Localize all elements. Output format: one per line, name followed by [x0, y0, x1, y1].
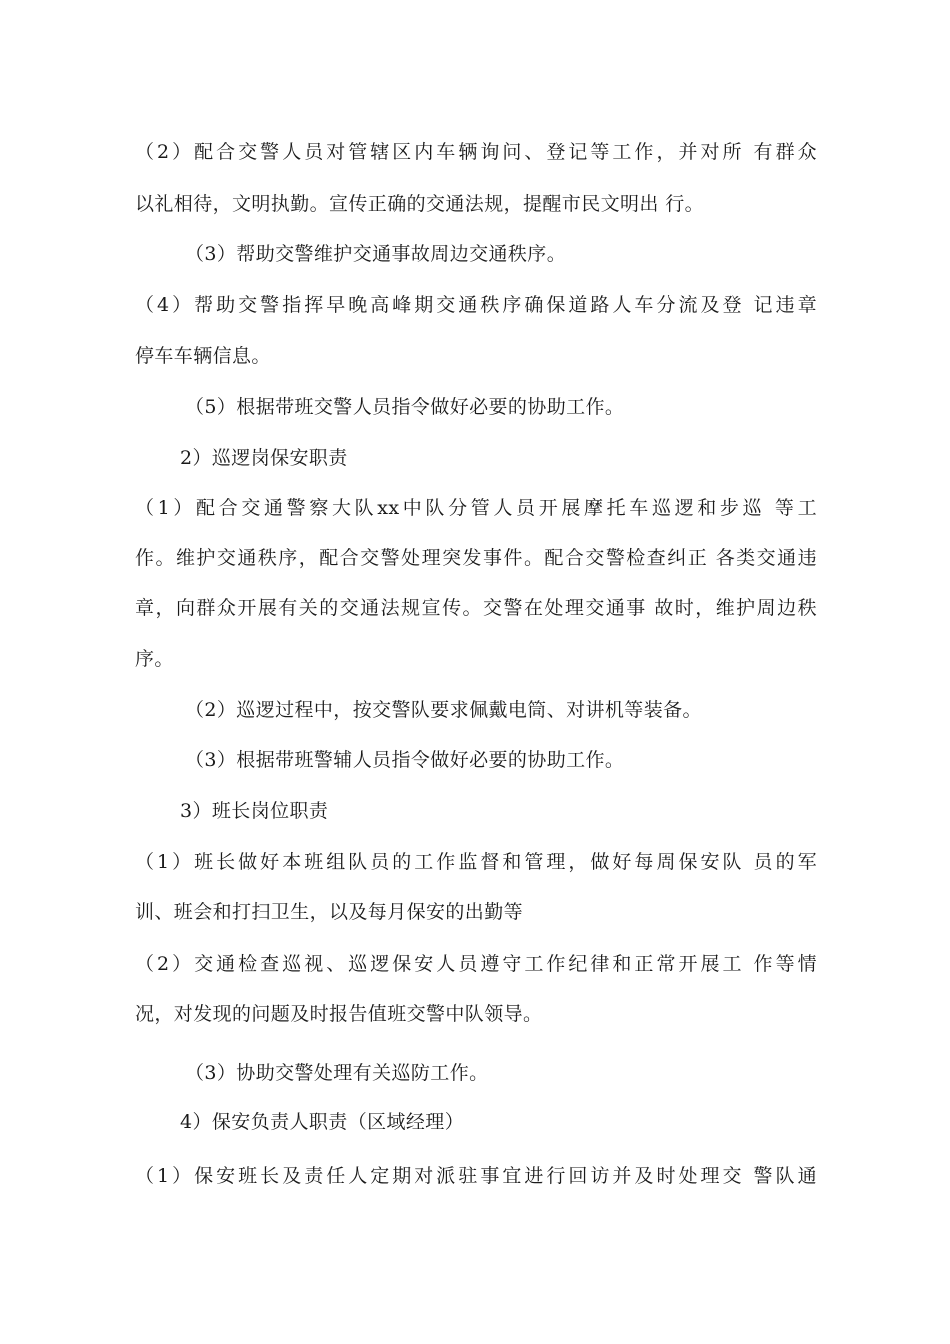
paragraph-line: 序。: [135, 648, 174, 670]
paragraph-line: （3）根据带班警辅人员指令做好必要的协助工作。: [185, 749, 625, 771]
paragraph-line: 以礼相待，文明执勤。宣传正确的交通法规，提醒市民文明出 行。: [135, 193, 705, 215]
paragraph-line: （4）帮助交警指挥早晚高峰期交通秩序确保道路人车分流及登 记违章: [135, 294, 817, 316]
paragraph-line: 章，向群众开展有关的交通法规宣传。交警在处理交通事 故时，维护周边秩: [135, 597, 817, 619]
paragraph-line: 停车车辆信息。: [135, 345, 271, 367]
paragraph-line: 作。维护交通秩序，配合交警处理突发事件。配合交警检查纠正 各类交通违: [135, 547, 817, 569]
section-heading: 3）班长岗位职责: [180, 800, 329, 822]
paragraph-line: （1）配合交通警察大队xx中队分管人员开展摩托车巡逻和步巡 等工: [135, 497, 817, 519]
paragraph-line: （2）交通检查巡视、巡逻保安人员遵守工作纪律和正常开展工 作等情: [135, 953, 817, 975]
paragraph-line: （3）协助交警处理有关巡防工作。: [185, 1062, 489, 1084]
paragraph-line: （2）巡逻过程中，按交警队要求佩戴电筒、对讲机等装备。: [185, 699, 702, 721]
paragraph-line: 况，对发现的问题及时报告值班交警中队领导。: [135, 1003, 543, 1025]
paragraph-line: （3）帮助交警维护交通事故周边交通秩序。: [185, 243, 567, 265]
paragraph-line: （1）保安班长及责任人定期对派驻事宜进行回访并及时处理交 警队通: [135, 1165, 817, 1187]
paragraph-line: 训、班会和打扫卫生，以及每月保安的出勤等: [135, 901, 524, 923]
section-heading: 2）巡逻岗保安职责: [180, 447, 348, 469]
section-heading: 4）保安负责人职责（区域经理）: [180, 1111, 465, 1133]
paragraph-line: （5）根据带班交警人员指令做好必要的协助工作。: [185, 396, 625, 418]
paragraph-line: （2）配合交警人员对管辖区内车辆询问、登记等工作，并对所 有群众: [135, 141, 817, 163]
paragraph-line: （1）班长做好本班组队员的工作监督和管理，做好每周保安队 员的军: [135, 851, 817, 873]
